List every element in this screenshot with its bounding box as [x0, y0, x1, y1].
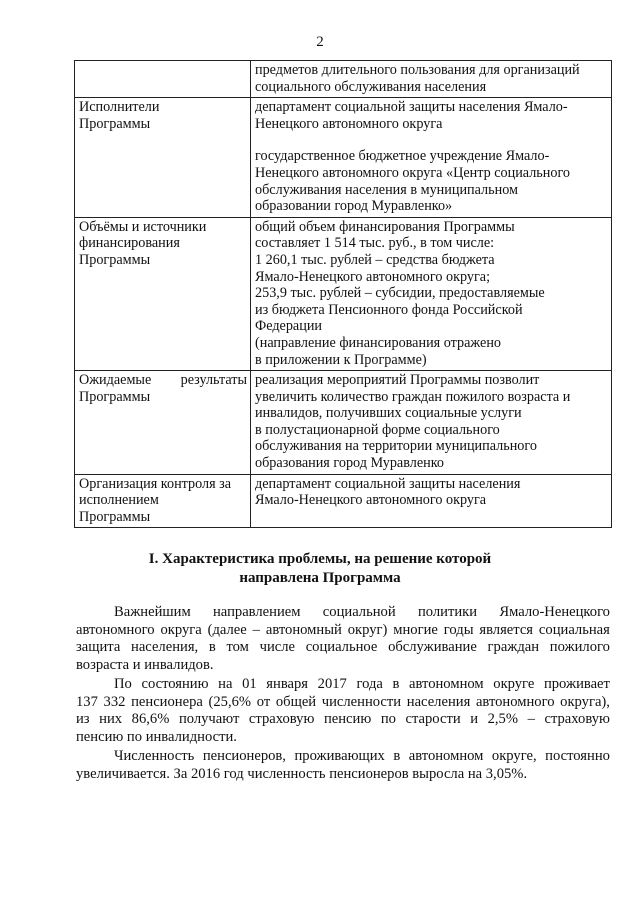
table-row-results [75, 371, 612, 475]
label-line: финансирования [79, 235, 180, 252]
paragraph-3 [76, 748, 610, 783]
value-cell-financing [251, 217, 612, 370]
paragraph-line [76, 622, 610, 640]
value-line: общий объем финансирования Программы [255, 218, 515, 235]
value-line: 253,9 тыс. рублей – субсидии, предоставляемые [255, 285, 545, 302]
word: пожилого [549, 639, 610, 656]
paragraph-line [76, 639, 610, 657]
word: (25,6% [208, 693, 252, 710]
word: направлением [213, 604, 301, 620]
word: страховую [248, 711, 315, 728]
value-line: Ненецкого автономного округа [255, 115, 443, 132]
label-line: исполнением [79, 492, 159, 509]
value-line: обслуживания на территории муниципального [255, 438, 537, 455]
label-cell-control [75, 474, 251, 528]
word: округе [493, 676, 535, 692]
value-cell-executors [251, 98, 612, 218]
label-line: Программы [79, 251, 151, 268]
paragraph-line [76, 711, 610, 729]
word: на [218, 676, 233, 692]
word: граждан [487, 639, 540, 656]
table-row-control [75, 474, 612, 528]
value-line: социального обслуживания населения [255, 78, 487, 95]
word: 01 [242, 676, 257, 692]
word: многие [393, 621, 438, 638]
word: численности [321, 693, 402, 710]
word: обслуживание [388, 639, 477, 656]
word: получают [178, 711, 240, 728]
value-cell-results [251, 371, 612, 475]
table-row-continuation [75, 61, 612, 98]
word: состоянию [141, 676, 209, 692]
value-line: предметов длительного пользования для организаций [255, 62, 580, 78]
word: политики [417, 604, 478, 620]
word: 2,5% [487, 711, 519, 728]
word: социальная [538, 621, 610, 638]
paragraph-line [76, 748, 610, 766]
value-line: увеличить количество граждан пожилого возраста и [255, 388, 571, 405]
word: в [392, 676, 400, 692]
value-line: составляет 1 514 тыс. руб., в том числе: [255, 235, 495, 252]
word: них [99, 711, 123, 728]
word: 86,6% [131, 711, 170, 728]
table-row-financing [75, 217, 612, 370]
label-line: Программы [79, 115, 151, 132]
word: Ямало-Ненецкого [499, 604, 610, 620]
word: числе [259, 639, 295, 656]
word: года [356, 676, 383, 692]
value-line: Ненецкого автономного округа «Центр социального [255, 164, 571, 181]
label-line: Объёмы и источники [79, 218, 207, 235]
word: по [380, 711, 396, 728]
word: автономного [475, 693, 555, 710]
paragraph-2 [76, 676, 610, 746]
section-heading-line: I. Характеристика проблемы, на решение которой [148, 551, 492, 567]
label-line: Исполнители [79, 99, 160, 116]
value-line: в приложении к Программе) [255, 351, 427, 368]
value-line: государственное бюджетное учреждение Ямало- [255, 148, 550, 165]
paragraph-line [76, 694, 610, 712]
word: населения, [131, 639, 199, 656]
paragraph-line: увеличивается. За 2016 год численность пенсионеров выросла на 3,05%. [76, 765, 528, 782]
word: страховую [544, 711, 610, 728]
word: том [226, 639, 249, 656]
word: пенсионера [131, 693, 203, 710]
word: Численность [114, 748, 195, 764]
word: социальное [305, 639, 378, 656]
paragraph-line [76, 604, 610, 622]
word: – [252, 621, 260, 638]
value-line: из бюджета Пенсионного фонда Российской [255, 301, 523, 318]
word: постоянно [545, 748, 610, 764]
word: автономном [408, 748, 484, 764]
value-line: реализация мероприятий Программы позволит [255, 372, 540, 389]
value-line: департамент социальной защиты населения Ямало- [255, 99, 568, 116]
section-heading [0, 550, 640, 588]
value-line: (направление финансирования отражено [255, 334, 502, 351]
program-passport-table [74, 60, 612, 528]
label-word: Ожидаемые [79, 372, 152, 389]
word: – [527, 711, 535, 728]
word: округ) [347, 621, 388, 638]
value-line: департамент социальной защиты населения [255, 475, 521, 492]
value-cell-continuation [251, 61, 612, 98]
section-heading-line: направлена Программа [239, 570, 401, 586]
page-number: 2 [316, 34, 324, 50]
label-cell-results [75, 371, 251, 475]
word: По [114, 676, 132, 692]
value-line: 1 260,1 тыс. рублей – средства бюджета [255, 251, 495, 268]
value-line: Ямало-Ненецкого автономного округа; [255, 268, 491, 285]
word: пенсию [323, 711, 372, 728]
label-line: Программы [79, 508, 151, 525]
value-line: в полустационарной форме социального [255, 421, 500, 438]
word: и [470, 711, 479, 728]
word: 137 [76, 693, 98, 710]
word: автономный [265, 621, 342, 638]
label-cell-empty [75, 61, 251, 98]
word: автономном [409, 676, 484, 692]
word: в [208, 639, 216, 656]
label-cell-executors [75, 98, 251, 218]
word: годы [443, 621, 474, 638]
paragraph-line: возраста и инвалидов. [76, 656, 214, 673]
label-word: результаты [180, 372, 247, 389]
word: пенсионеров, [202, 748, 286, 764]
word: округе, [491, 748, 537, 764]
word: является [479, 621, 534, 638]
spacer [255, 132, 608, 148]
word: Важнейшим [114, 604, 191, 620]
word: проживающих [294, 748, 385, 764]
word: от [256, 693, 271, 710]
word: проживает [543, 676, 610, 692]
value-line: Федерации [255, 318, 323, 335]
word: января [266, 676, 309, 692]
word: округа [160, 621, 202, 638]
paragraph-1 [76, 604, 610, 674]
word: из [76, 711, 90, 728]
label-line [79, 372, 247, 389]
word: старости [405, 711, 461, 728]
word: автономного [76, 621, 155, 638]
word: общей [275, 693, 317, 710]
word: (далее [207, 621, 247, 638]
value-line: образования город Муравленко [255, 455, 444, 472]
word: в [393, 748, 401, 764]
label-cell-financing [75, 217, 251, 370]
value-line: обслуживания населения в муниципальном [255, 181, 518, 198]
value-line: инвалидов, получивших социальные услуги [255, 405, 522, 422]
label-line: Организация контроля за [79, 475, 232, 492]
value-cell-control [251, 474, 612, 528]
word: 332 [103, 693, 126, 710]
table-row-executors [75, 98, 612, 218]
word: 2017 [317, 676, 347, 692]
word: округа), [560, 693, 610, 710]
word: населения [406, 693, 471, 710]
value-line: образовании город Муравленко» [255, 198, 453, 215]
word: защита [76, 639, 121, 656]
label-line: Программы [79, 388, 151, 405]
paragraph-line [76, 676, 610, 694]
value-line: Ямало-Ненецкого автономного округа [255, 492, 487, 509]
paragraph-line: пенсию по инвалидности. [76, 728, 237, 745]
word: социальной [322, 604, 396, 620]
